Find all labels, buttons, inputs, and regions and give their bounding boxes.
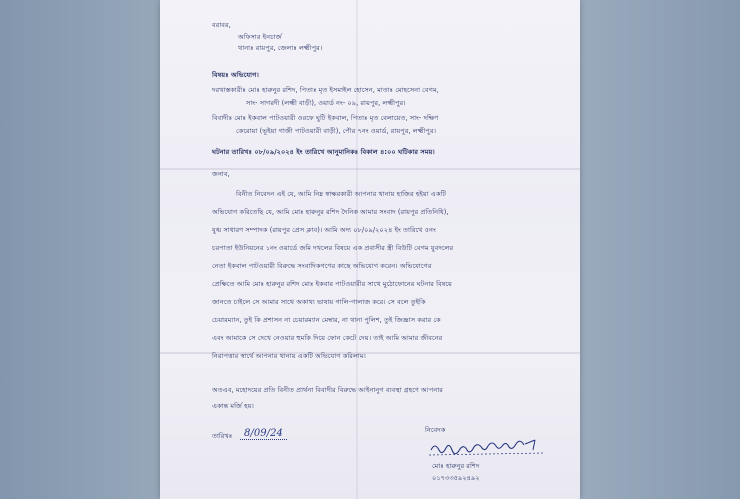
body-line: অভিযোগ করিতেছি যে, আমি মোঃ হারুনুর রশিদ দৈনিক আমার সংবাদ (রায়পুর প্রতিনিধি), xyxy=(212,208,449,216)
signer-phone: ০১৭৩৩৫৯২৪৯২ xyxy=(432,474,480,482)
body-line: নিরাপত্তার স্বার্থে আপনার থানায় একটি অভিযোগ করিলাম। xyxy=(212,352,366,360)
body-line: নেতা ইকবাল পাটওয়ারী বিরুদ্ধে সংবাদিকগণের কাছে অভিযোগ করেন। অভিযোগের xyxy=(212,262,432,270)
letter-paper xyxy=(160,0,580,499)
body-line: জানতে চাইলে সে আমার সাথে অকাথ্য ভাষায় গালি-গালাজ করে। সে বলে তুইকি xyxy=(212,298,426,306)
handwritten-date: 8/09/24 xyxy=(240,428,287,440)
salutation-to: বরাবর, xyxy=(212,21,231,29)
body-line: প্রেক্ষিতে আমি মোঃ হারুনুর রশিদ মোঃ ইকবার পাটওয়ারীর সাথে মুঠোফোনের ঘটনার বিষয়ে xyxy=(212,280,452,288)
accused-line-1: বিবাদীঃ মোঃ ইকবাল পাটওয়ারী ওরফে ঘুটি ইকবাল, পিতাঃ মৃত বেলায়েত, সাং- দক্ষিণ xyxy=(212,114,439,122)
accused-line-2: কেরোয়া (ভূইয়া গাজী পাটওয়ারী বাড়ী), পৌর ৭নং ওয়ার্ড, রায়পুর, লক্ষ্মীপুর। xyxy=(236,127,437,135)
date-label: তারিখঃ xyxy=(212,432,233,440)
signer-name: মোঃ হারুনুর রশিদ xyxy=(432,462,480,470)
body-line: চরপাতা ইউনিয়নের ১নং ওয়ার্ডে জমি দখলের বিষয়ে এক প্রবাসীর স্ত্রী বিউটি বেগম যুবদলের xyxy=(212,244,454,252)
body-line: এবং আমাকে সে দেখে নেওয়ার হুমকি দিয়ে ফোন কেটে দেয়। তাই আমি আমার জীবনের xyxy=(212,334,443,342)
complainant-line-1: দরখাস্তকারীঃ মোঃ হারুনুর রশিদ, পিতাঃ মৃত ইসমাইল হোসেন, মাতাঃ মোহসেনা বেগম, xyxy=(212,86,439,94)
body-line: বিনীত নিবেদন এই যে, আমি নিম্ন স্বাক্ষরকারী আপনার থানায় হাজির হইয়া একটি xyxy=(236,190,447,198)
complainant-line-2: সাং- সাগরদী (লক্ষ্মী বাড়ী), ওয়ার্ড নং- ০৯, রায়পুর, লক্ষ্মীপুর। xyxy=(246,99,406,107)
handwritten-signature xyxy=(425,436,555,458)
subject-line: বিষয়ঃ অভিযোগ। xyxy=(212,71,259,79)
closing-line: একান্ত মর্জি হয়। xyxy=(212,402,254,410)
greeting: জনাব, xyxy=(212,170,230,178)
body-line: চেয়ারম্যান, তুই কি প্রশাসন না চেয়ারম্যান মেম্বার, না থানা পুলিশ, তুই জিজ্ঞাস করার কে xyxy=(212,316,441,324)
incident-date: ঘটনার তারিখঃ ০৮/০৯/২০২৪ ইং তারিখে আনুমানিকঃ বিকাল ৪:০০ ঘটিকার সময়। xyxy=(212,148,435,156)
addressee-station: থানাঃ রায়পুর, জেলাঃ লক্ষ্মীপুর। xyxy=(238,44,323,52)
closing-line: অতএব, মহোদয়ের প্রতি বিনীত প্রার্থনা বিবাদীর বিরুদ্ধে আইনানুগ ব্যবস্থা গ্রহণে আপনার xyxy=(212,386,443,394)
addressee-title: অফিসার ইনচার্জ xyxy=(238,33,282,41)
body-line: যুগ্ম সাধারণ সম্পাদক (রায়পুর প্রেস ক্লাব)। আমি অদ্য ০৮/০৯/২০২৪ ইং তারিখে ৫নং xyxy=(212,226,436,234)
sign-off: নিবেদক xyxy=(425,426,446,434)
